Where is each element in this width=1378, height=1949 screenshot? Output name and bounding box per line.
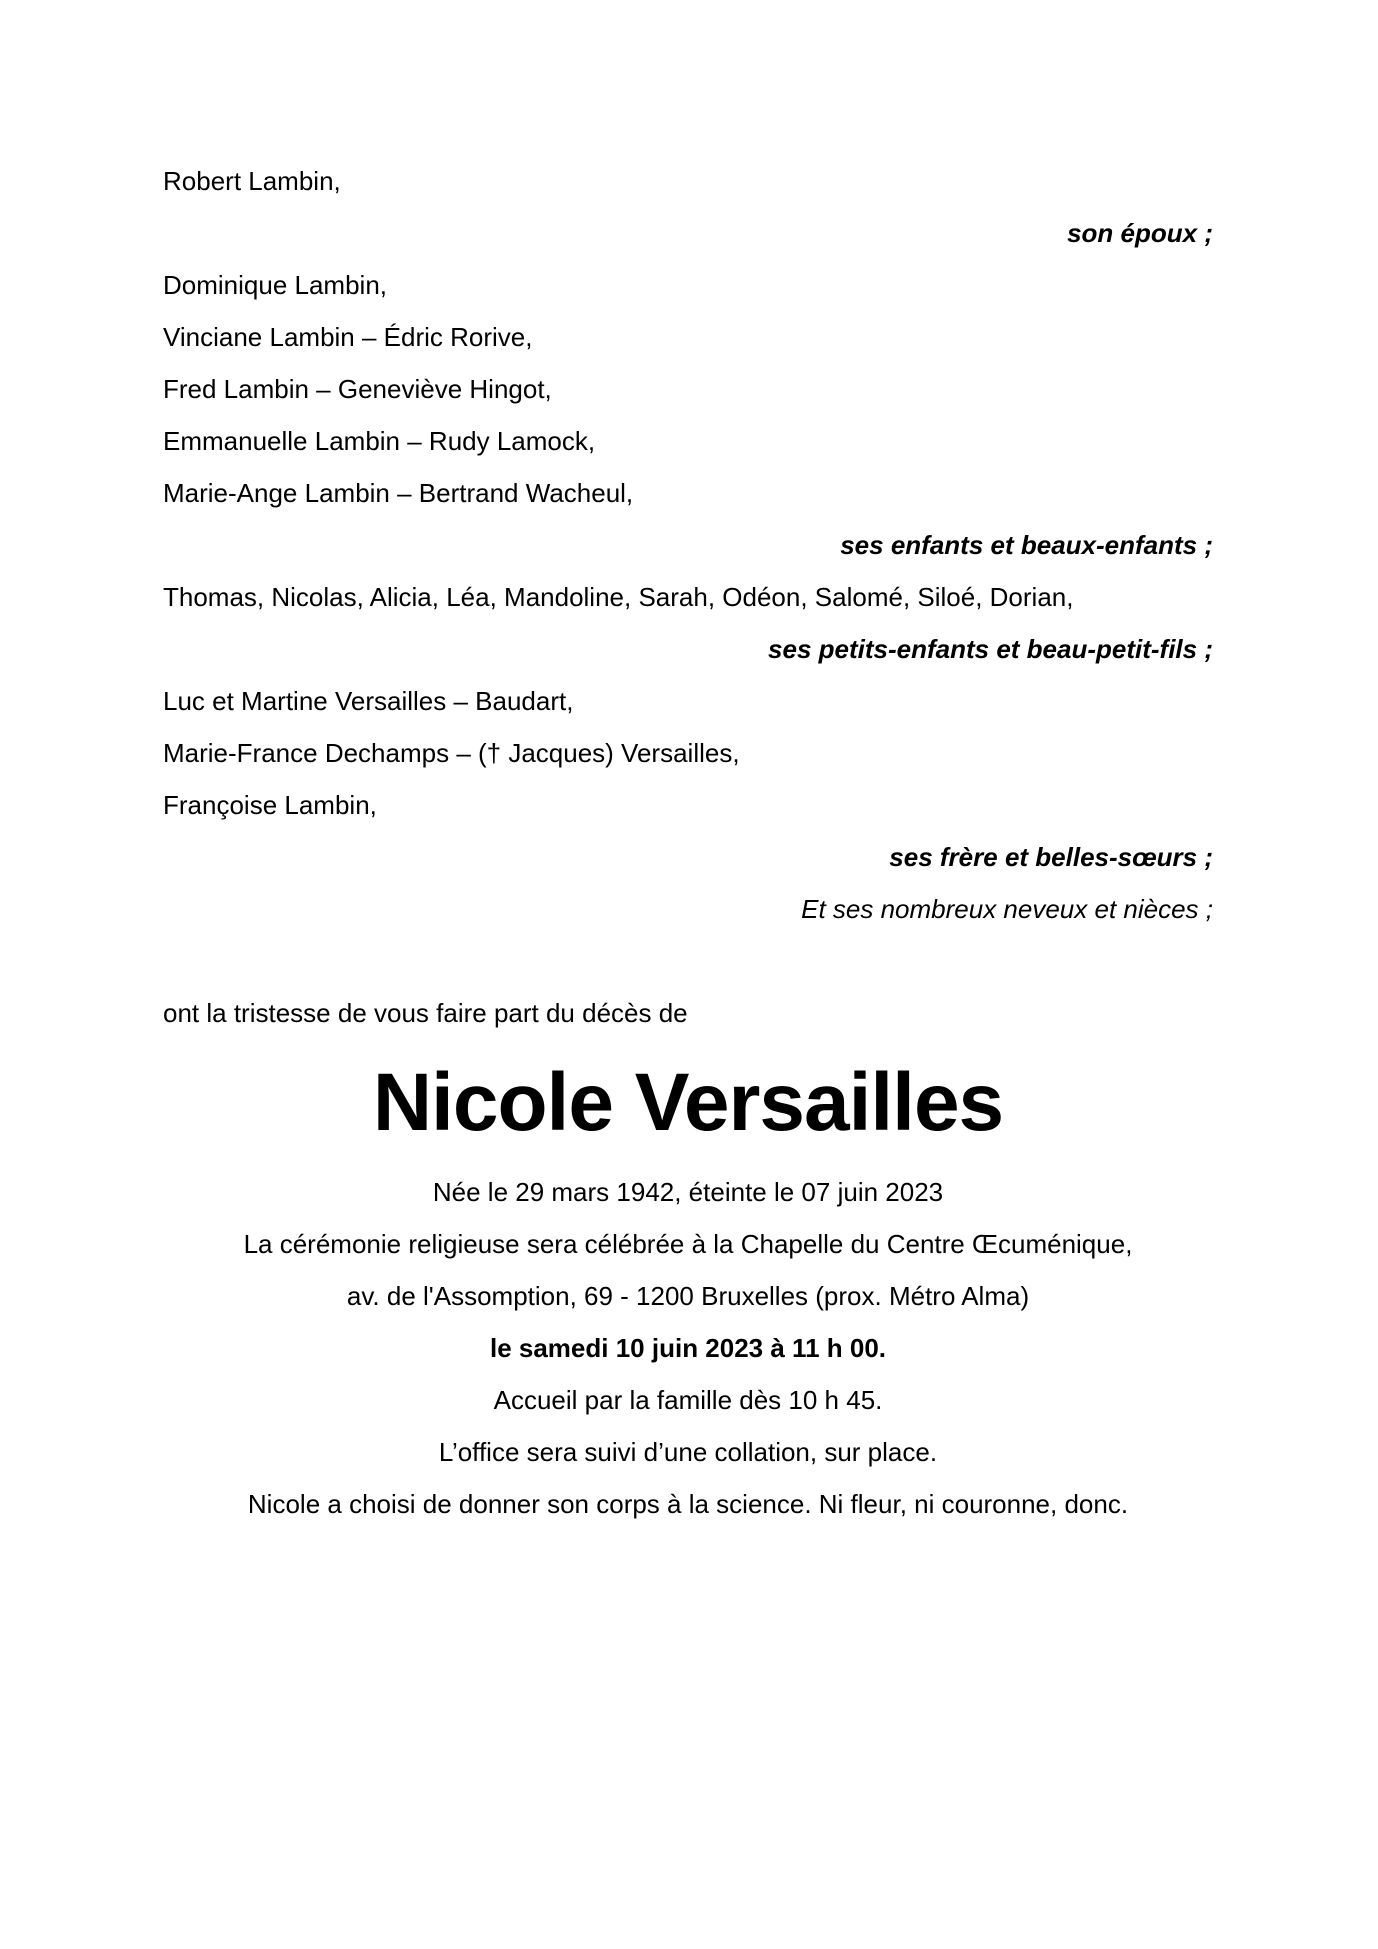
text-line: son époux ; — [1067, 218, 1213, 248]
text-line: ses enfants et beaux-enfants ; — [840, 530, 1213, 560]
text-line: Nicole a choisi de donner son corps à la science. Ni fleur, ni couronne, donc. — [247, 1489, 1129, 1519]
text-line: La cérémonie religieuse sera célébrée à la Chapelle du Centre Œcuménique, — [243, 1229, 1133, 1259]
text-line: le samedi 10 juin 2023 à 11 h 00. — [489, 1333, 887, 1363]
text-line: Emmanuelle Lambin – Rudy Lamock, — [163, 426, 596, 456]
text-line: Dominique Lambin, — [163, 270, 388, 300]
text-line: L’office sera suivi d’une collation, sur place. — [438, 1437, 938, 1467]
text-line: Robert Lambin, — [163, 166, 341, 196]
text-line: Marie-Ange Lambin – Bertrand Wacheul, — [163, 478, 634, 508]
text-line: Françoise Lambin, — [163, 790, 377, 820]
text-line: Luc et Martine Versailles – Baudart, — [163, 686, 574, 716]
text-line: Vinciane Lambin – Édric Rorive, — [163, 322, 533, 352]
blank-line — [163, 935, 1213, 987]
text-line: Accueil par la famille dès 10 h 45. — [493, 1385, 883, 1415]
text-line: ses petits-enfants et beau-petit-fils ; — [768, 634, 1213, 664]
text-line: ont la tristesse de vous faire part du décès de — [163, 998, 688, 1028]
text-line: Et ses nombreux neveux et nièces ; — [801, 894, 1213, 924]
text-line: Thomas, Nicolas, Alicia, Léa, Mandoline, Sarah, Odéon, Salomé, Siloé, Dorian, — [163, 582, 1074, 612]
text-line: Marie-France Dechamps – († Jacques) Versailles, — [163, 738, 740, 768]
text-line: Fred Lambin – Geneviève Hingot, — [163, 374, 552, 404]
text-line: Née le 29 mars 1942, éteinte le 07 juin 2023 — [432, 1177, 944, 1207]
text-line: ses frère et belles-sœurs ; — [889, 842, 1213, 872]
text-line: av. de l'Assomption, 69 - 1200 Bruxelles (prox. Métro Alma) — [346, 1281, 1030, 1311]
deceased-name: Nicole Versailles — [372, 1057, 1004, 1148]
